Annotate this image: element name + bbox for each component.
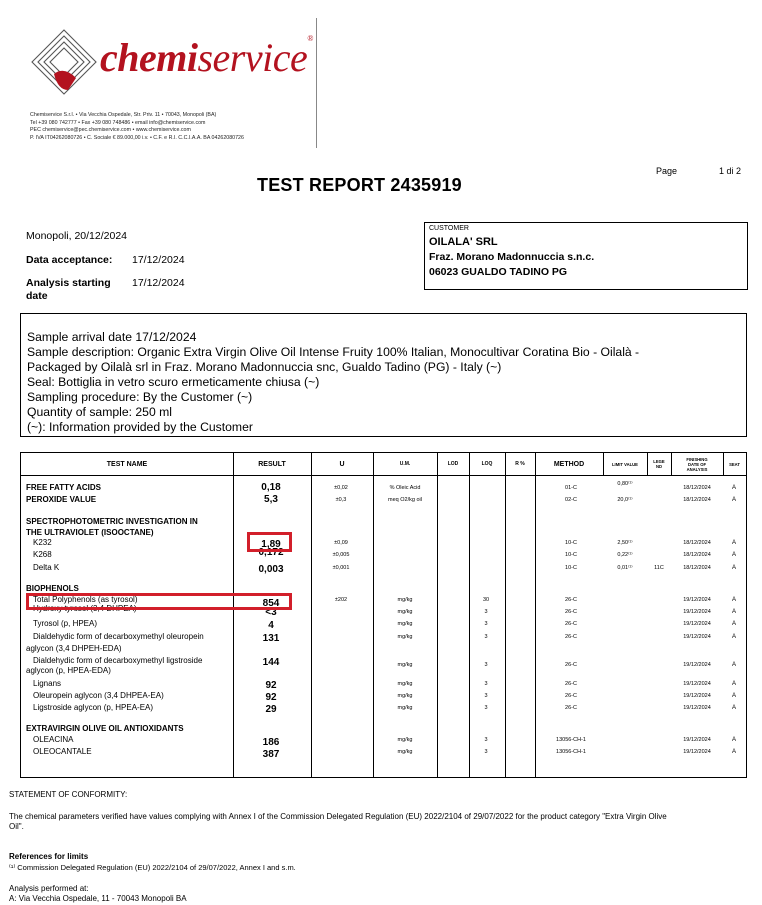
table-row-cont: aglycon (3,4 DHPEH-EDA) (26, 644, 122, 653)
header-rec: R % (515, 461, 525, 467)
acceptance-label: Data acceptance: (26, 254, 113, 266)
header-legend: LEGE ND (653, 459, 665, 469)
analysis-start-value: 17/12/2024 (132, 277, 185, 289)
section-heading: SPECTROPHOTOMETRIC INVESTIGATION IN (26, 517, 198, 526)
sample-line: Sample arrival date 17/12/2024 (27, 330, 197, 344)
table-row-cont: aglycon (p, HPEA-EDA) (26, 666, 111, 675)
header-finishing: FINISHING DATE OF ANALYSIS (686, 456, 708, 472)
header-limit: LIMIT VALUE (612, 461, 638, 467)
header-seat: SEAT (729, 461, 740, 467)
acceptance-value: 17/12/2024 (132, 254, 185, 266)
company-logo (24, 26, 314, 96)
table-row: Oleuropein aglycon (3,4 DHPEA-EA) 92 mg/kg 3 26-C 19/12/2024 A (33, 691, 736, 703)
customer-box (424, 222, 748, 290)
sample-info-box (20, 313, 747, 437)
table-row: Dialdehydic form of decarboxymethyl oleuropein 131 mg/kg 3 26-C 19/12/2024 A (33, 632, 736, 644)
customer-address-2: 06023 GUALDO TADINO PG (429, 266, 568, 278)
analysis-address: A: Via Vecchia Ospedale, 11 - 70043 Monopoli BA (9, 894, 187, 903)
sample-line: Seal: Bottiglia in vetro scuro ermeticamente chiusa (~) (27, 375, 320, 389)
header-divider (316, 18, 317, 148)
logo-text-chemi: chemi (100, 35, 198, 80)
page-label: Page (656, 166, 678, 176)
section-heading: THE ULTRAVIOLET (ISOOCTANE) (26, 528, 154, 537)
highlight-total-polyphenols (26, 593, 292, 610)
header-result: RESULT (258, 460, 286, 468)
table-row: Ligstroside aglycon (p, HPEA-EA) 29 mg/kg 3 26-C 19/12/2024 A (33, 703, 736, 715)
address-line: Tel +39 080 742777 • Fax +39 080 748486 • email info@chemiservice.com (30, 119, 206, 126)
report-title: TEST REPORT 2435919 (257, 175, 462, 195)
statement-heading: STATEMENT OF CONFORMITY: (9, 790, 128, 799)
col-divider (603, 453, 604, 475)
section-heading: BIOPHENOLS (26, 584, 79, 593)
customer-name: OILALA' SRL (429, 236, 498, 248)
table-row: Lignans 92 mg/kg 3 26-C 19/12/2024 A (33, 679, 736, 691)
place-date: Monopoli, 20/12/2024 (26, 230, 127, 242)
col-divider (671, 453, 672, 475)
table-row: OLEOCANTALE 387 mg/kg 3 13056-CH-1 19/12/2024 A (33, 747, 736, 760)
sample-line: (~): Information provided by the Customer (27, 420, 253, 434)
address-line: PEC chemiservice@pec.chemiservice.com • www.chemiservice.com (30, 127, 191, 134)
sample-line: Packaged by Oilalà srl in Fraz. Morano Madonnuccia snc, Gualdo Tadino (PG) - Italy (~) (27, 360, 502, 374)
header-lod: LOD (447, 461, 459, 467)
references-line: ⁽¹⁾ Commission Delegated Regulation (EU) 2022/2104 of 29/07/2022, Annex I and s.m. (9, 863, 296, 872)
table-row: K232 1,89 ±0,09 10-C 2,50⁽¹⁾ 18/12/2024 A (33, 538, 736, 550)
logo-text-service: service (197, 35, 308, 80)
highlight-k232-result (247, 532, 292, 552)
company-address (30, 112, 320, 142)
header-um: U.M. (399, 461, 411, 467)
table-row: Tyrosol (p, HPEA) 4 mg/kg 3 26-C 19/12/2024 A (33, 619, 736, 631)
table-row: Delta K 0,003 ±0,001 10-C 0,01⁽¹⁾ 11C 18/12/2024 A (33, 563, 736, 575)
address-line: Chemiservice S.r.l. • Via Vecchia Ospedale, Str. Priv. 11 • 70043, Monopoli (BA) (30, 112, 217, 118)
col-divider (723, 453, 724, 475)
header-u: U (339, 460, 345, 468)
sample-line: Sampling procedure: By the Customer (~) (27, 390, 253, 404)
col-divider (647, 453, 648, 475)
conformity-text: The chemical parameters verified have values complying with Annex I of the Commission Delegated Regulation (EU) 2022/2104 of 29/07/2022 for the product category "Extra Virgin Olive Oil". (9, 812, 667, 831)
table-header (21, 453, 746, 476)
table-row: OLEACINA 186 mg/kg 3 13056-CH-1 19/12/2024 A (33, 735, 736, 748)
customer-address-1: Fraz. Morano Madonnuccia s.n.c. (429, 251, 595, 263)
analysis-start-label: Analysis starting date (26, 277, 111, 302)
header-method: METHOD (553, 460, 585, 468)
table-row: FREE FATTY ACIDS 0,18 ±0,02 % Oleic Acid 01-C 0,80⁽¹⁾ 18/12/2024 A (26, 481, 736, 493)
references-title: References for limits (9, 852, 89, 861)
sample-line: Sample description: Organic Extra Virgin Olive Oil Intense Fruity 100% Italian, Monocultivar Coratina Bio - Oilalà - (27, 345, 640, 359)
customer-label: CUSTOMER (429, 225, 469, 232)
results-table (20, 452, 747, 778)
header-loq: LOQ (481, 461, 493, 467)
table-row: PEROXIDE VALUE 5,3 ±0,3 meq O2/kg oil 02-C 20,0⁽¹⁾ 18/12/2024 A (26, 494, 736, 505)
header-test-name: TEST NAME (106, 460, 148, 468)
page-number: 1 di 2 (719, 166, 742, 176)
table-row: Hydroxy tyrosol (3,4 DHPEA) <3 mg/kg 3 26-C 19/12/2024 A (33, 604, 736, 618)
table-row: K268 0,172 ±0,005 10-C 0,22⁽¹⁾ 18/12/2024 A (33, 547, 736, 559)
analysis-at-label: Analysis performed at: (9, 884, 89, 893)
table-row: Total Polyphenols (as tyrosol) 854 ±202 mg/kg 30 26-C 19/12/2024 A (33, 595, 736, 609)
address-line: P. IVA IT04262080726 • C. Sociale € 89.000,00 i.v. • C.F. e R.I. C.C.I.A.A. BA 04262080726 (30, 134, 244, 141)
table-row: Dialdehydic form of decarboxymethyl ligstroside 144 mg/kg 3 26-C 19/12/2024 A (33, 656, 736, 668)
section-heading: EXTRAVIRGIN OLIVE OIL ANTIOXIDANTS (26, 724, 184, 733)
sample-line: Quantity of sample: 250 ml (27, 405, 172, 419)
logo-registered: ® (307, 34, 313, 43)
